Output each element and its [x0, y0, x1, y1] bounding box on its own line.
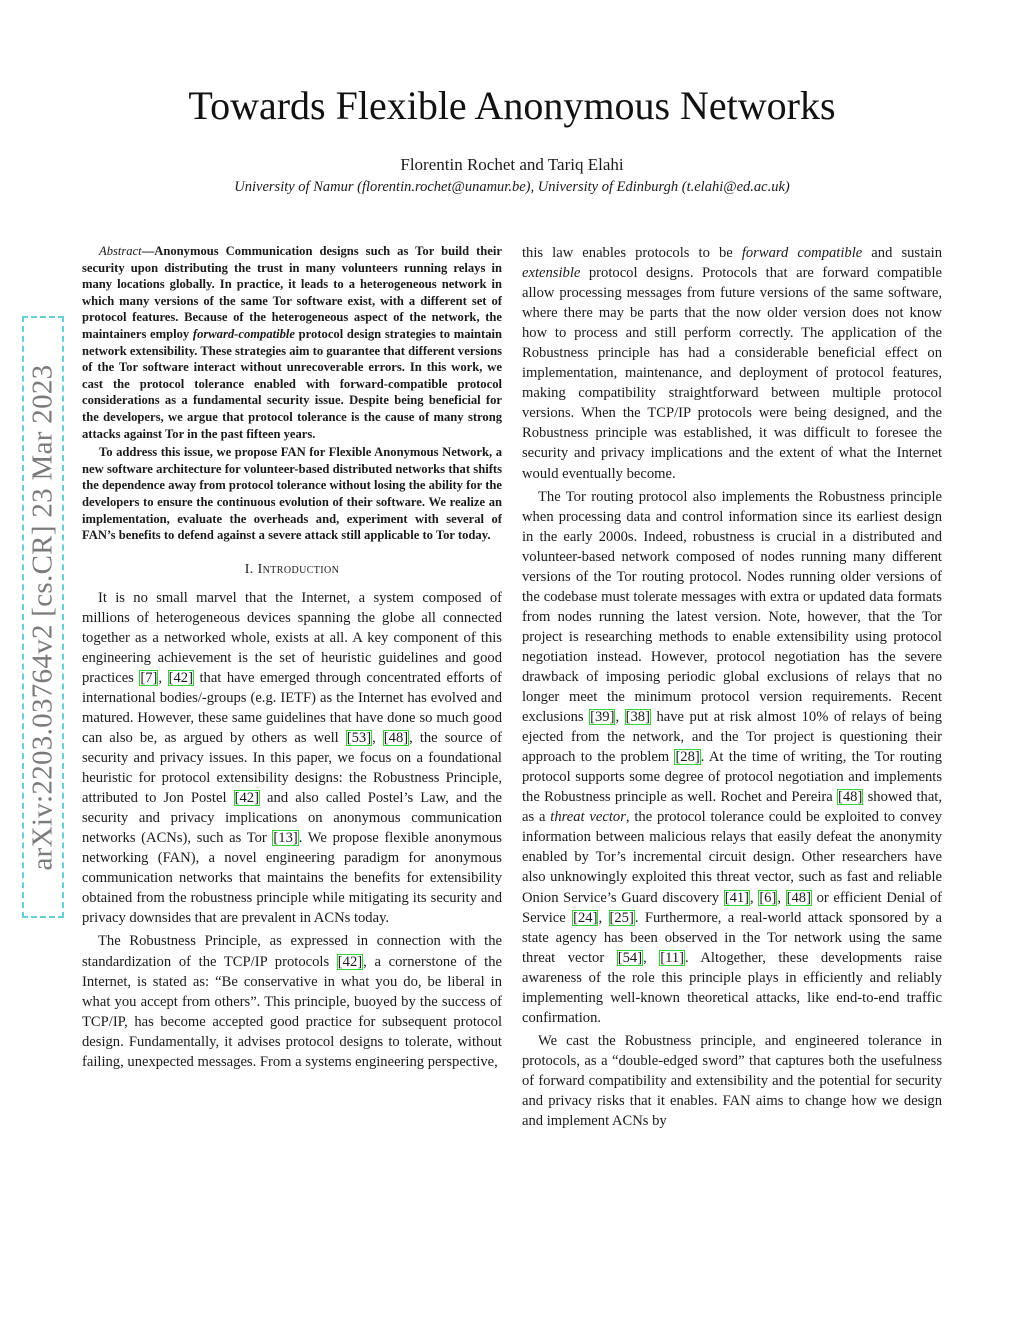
citation-link[interactable]: [11] — [660, 949, 685, 966]
citation-link[interactable]: [28] — [675, 749, 700, 766]
abstract — [82, 243, 502, 544]
citation-link[interactable]: [41] — [724, 889, 750, 906]
paper-title: Towards Flexible Anonymous Networks — [188, 83, 836, 128]
citation-link[interactable]: [42] — [337, 953, 363, 970]
abstract-paragraph-1: Abstract—Anonymous Communication designs such as Tor build their security upon distributing the trust in many volunteers running relays in many locations globally. In practice, it leads to a heterogeneous network in which many versions of the same Tor software exist, with a different set of protocol features. Because of the heterogeneous aspect of the network, the maintainers employ forward-compatible protocol design strategies to maintain network extensibility. These strategies aim to guarantee that different versions of the Tor software interact without unrecoverable errors. In this work, we cast the protocol tolerance enabled with forward-compatible protocol considerations as a fundamental security issue. Despite being beneficial for the developers, we argue that protocol tolerance is the cause of many strong attacks against Tor in the past fifteen years. — [82, 244, 502, 441]
abstract-label: Abstract — [99, 244, 142, 258]
intro-paragraph-2: The Robustness Principle, as expressed in connection with the standardization of the TCP/IP protocols [42], a cornerstone of the Internet, is stated as: “Be conservative in what you do, be liberal in what you accept from others”. This principle, buoyed by the success of TCP/IP, has become accepted good practice for subsequent protocol design. Fundamentally, it advises protocol designs to tolerate, without failing, unexpected messages. From a systems engineering perspective, — [82, 933, 502, 1070]
citation-link[interactable]: [25] — [609, 909, 634, 926]
intro-paragraph-1: It is no small marvel that the Internet, a system composed of millions of heterogeneous devices spanning the globe all connected together as a networked whole, exists at all. A key component of this engineering achievement is the set of heuristic guidelines and good practices [7], [42] that have emerged through concentrated efforts of international bodies/-groups (e.g. IETF) as the Internet has evolved and matured. However, these same guidelines that have done so much good can also be, as argued by others as well [53], [48], the source of security and privacy issues. In this paper, we focus on a foundational heuristic for protocol extensibility designs: the Robustness Principle, attributed to Jon Postel [42] and also called Postel’s Law, and the security and privacy implications on anonymous communication networks (ACNs), such as Tor [13]. We propose flexible anonymous networking (FAN), a novel engineering paradigm for anonymous communication networks that maintains the benefits for extensibility obtained from the robustness principle while mitigating its security and privacy downsides that are prevalent in ACNs today. — [82, 589, 502, 927]
paper-authors: Florentin Rochet and Tariq Elahi — [400, 155, 624, 174]
citation-link[interactable]: [53] — [346, 730, 372, 747]
citation-link[interactable]: [48] — [383, 730, 409, 747]
intro-paragraph-5: We cast the Robustness principle, and engineered tolerance in protocols, as a “double-edged sword” that captures both the usefulness of forward compatibility and extensibility and the potential for security and privacy risks that it enables. FAN aims to change how we design and implement ACNs by — [522, 1032, 942, 1130]
citation-link[interactable]: [13] — [273, 830, 298, 847]
abstract-paragraph-2: To address this issue, we propose FAN for Flexible Anonymous Network, a new software architecture for volunteer-based distributed networks that shifts the dependence away from protocol tolerance without losing the ability for the developers to ensure the continuous evolution of their software. We realize an implementation, evaluate the overheads and, experiment with several of FAN’s benefits to defend against a severe attack still applicable to Tor today. — [82, 445, 502, 543]
paper-affiliation: University of Namur (florentin.rochet@unamur.be), University of Edinburgh (t.elahi@ed.ac.uk) — [234, 179, 790, 195]
intro-paragraph-4: The Tor routing protocol also implements the Robustness principle when processing data and control information since its earliest design in the early 2000s. Indeed, robustness is crucial in a distributed and volunteer-based network composed of nodes running many different versions of the Tor routing protocol. Nodes running older versions of the codebase must tolerate messages with extra or updated data formats from nodes running the latest version. Note, however, that the Tor project is researching methods to enable extensibility using protocol negotiation instead. However, protocol negotiation has the severe drawback of imposing periodic global exclusions of relays that no longer meet the minimum protocol version requirements. Recent exclusions [39], [38] have put at risk almost 10% of relays of being ejected from the network, and the Tor project is questioning their approach to the problem [28]. At the time of writing, the Tor routing protocol supports some degree of protocol negotiation and implements the Robustness principle as well. Rochet and Pereira [48] showed that, as a threat vector, the protocol tolerance could be exploited to convey information between malicious relays that easily defeat the anonymity enabled by Tor’s incremental circuit design. Other researchers have also unknowingly exploited this threat vector, such as fast and reliable Onion Service’s Guard discovery [41], [6], [48] or efficient Denial of Service [24], [25]. Furthermore, a real-world attack sponsored by a state agency has been observed in the Tor network using the same threat vector [54], [11]. Altogether, these developments raise awareness of the role this principle plays in efficiently and reliably implementing well-known theoretical attacks, like end-to-end traffic confirmation. — [522, 488, 943, 1026]
citation-link[interactable]: [24] — [573, 909, 598, 926]
citation-link[interactable]: [6] — [759, 889, 777, 906]
arxiv-identifier: arXiv:2203.03764v2 [cs.CR] 23 Mar 2023 — [26, 364, 59, 870]
citation-link[interactable]: [38] — [625, 709, 650, 726]
citation-link[interactable]: [48] — [838, 789, 863, 806]
citation-link[interactable]: [48] — [786, 889, 811, 906]
introduction-left-text — [82, 588, 502, 1072]
section-heading: I. Introduction — [244, 561, 340, 577]
left-column — [82, 243, 502, 1072]
citation-link[interactable]: [42] — [234, 790, 259, 807]
right-column — [522, 243, 942, 1131]
citation-link[interactable]: [39] — [590, 709, 615, 726]
intro-paragraph-3: this law enables protocols to be forward compatible and sustain extensible protocol designs. Protocols that are forward compatible allow processing messages from future versions of the same software, where there may be parts that the now older version does not know how to process and still perform correctly. The application of the Robustness principle has had a considerable beneficial effect on implementation, maintenance, and deployment of protocol features, making compatibility straightforward between multiple protocol versions. When the TCP/IP protocols were being designed, and the Robustness principle was established, it was difficult to foresee the security and privacy implications and the extent of what the Internet would eventually become. — [522, 245, 942, 482]
arxiv-stamp — [22, 316, 64, 918]
citation-link[interactable]: [54] — [617, 949, 643, 966]
citation-link[interactable]: [7] — [140, 669, 158, 686]
citation-link[interactable]: [42] — [168, 669, 193, 686]
